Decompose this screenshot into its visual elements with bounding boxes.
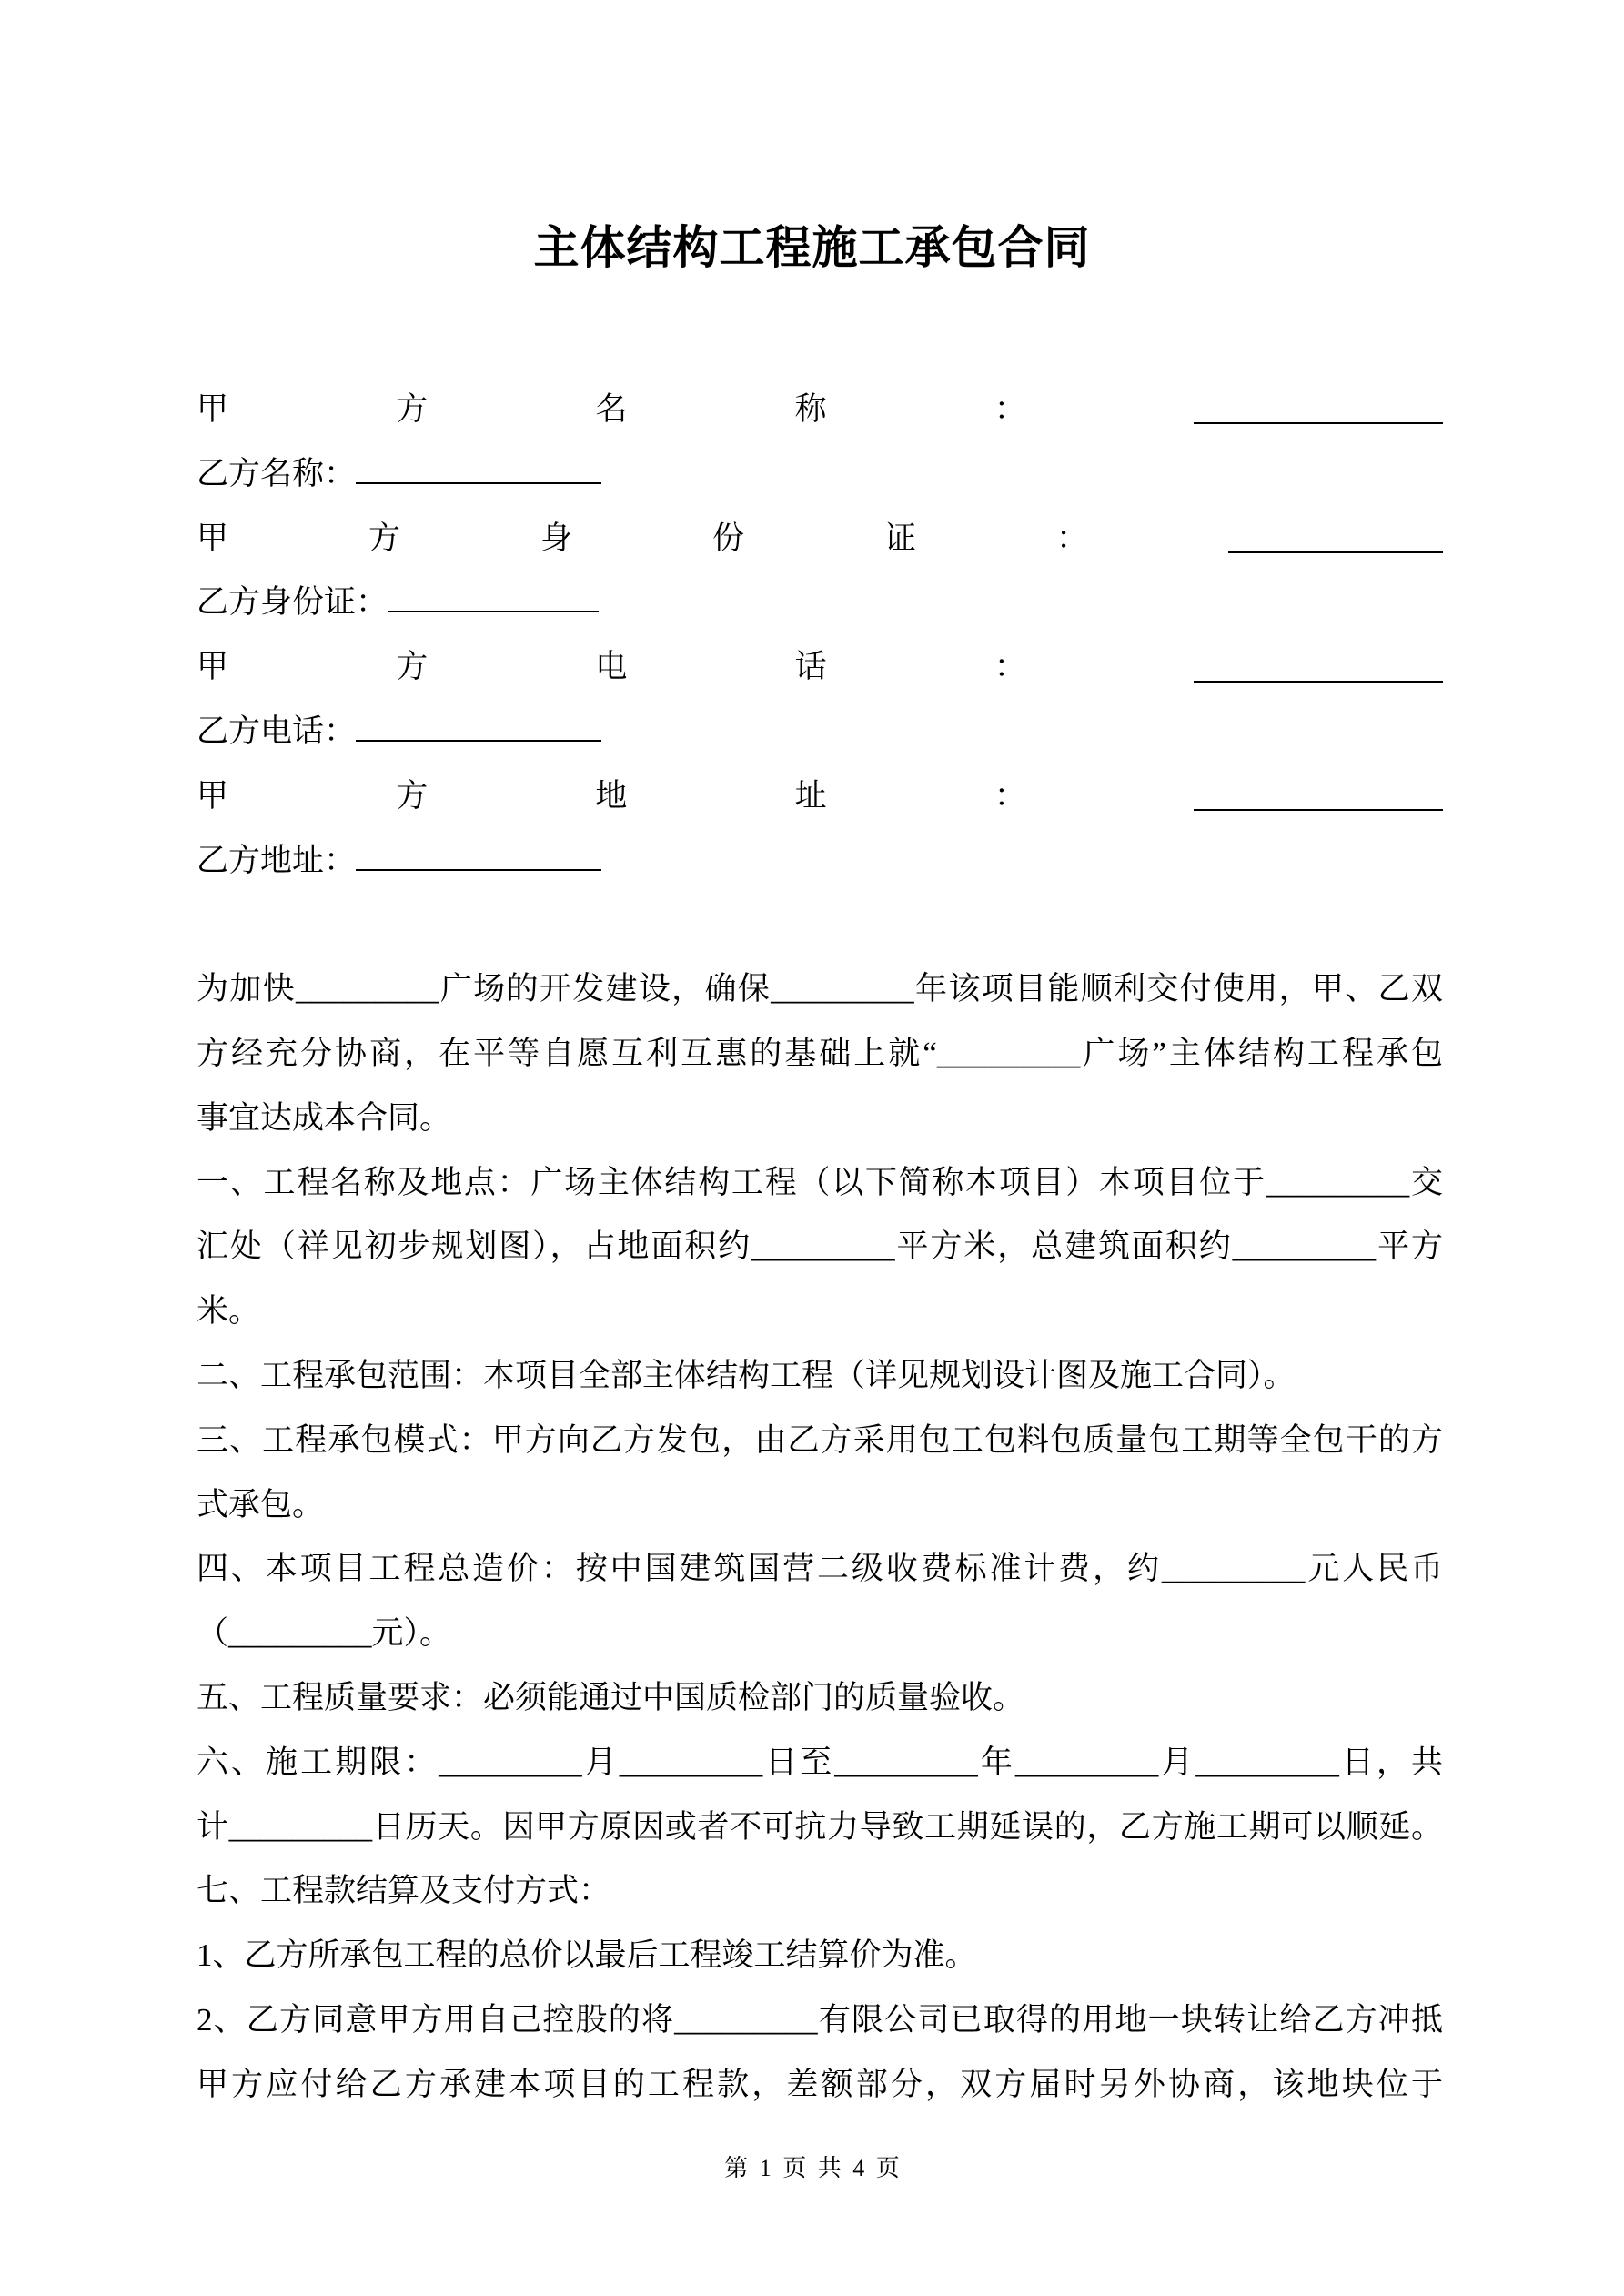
- contract-body: [197, 378, 1443, 2118]
- spacer: [197, 893, 1443, 957]
- clause-line: 事宜达成本合同。: [197, 1099, 452, 1136]
- label-char: ：: [994, 649, 1026, 685]
- label-char: 甲: [197, 649, 229, 685]
- clause-line: 七、工程款结算及支付方式：: [197, 1873, 611, 1909]
- label-char: 方: [396, 649, 429, 685]
- label-char: 甲: [197, 520, 229, 556]
- label-char: ：: [1056, 520, 1089, 556]
- party-b-address-label: 乙方地址：: [197, 842, 357, 878]
- label-char: 方: [368, 520, 401, 556]
- clause-line: 四、本项目工程总造价：按中国建筑国营二级收费标准计费，约_________元人民币: [197, 1551, 1443, 1587]
- label-char: 甲: [197, 777, 229, 814]
- clause-line: 式承包。: [197, 1486, 325, 1522]
- clause-line: 汇处（祥见初步规划图），占地面积约_________平方米，总建筑面积约_________平方: [197, 1229, 1443, 1265]
- document-title: 主体结构工程施工承包合同: [533, 222, 1091, 273]
- clause-line: 1、乙方所承包工程的总价以最后工程竣工结算价为准。: [197, 1937, 977, 1974]
- page-footer: 第 1 页 共 4 页: [724, 2155, 900, 2181]
- label-char: 地: [595, 777, 628, 814]
- clause-line: 甲方应付给乙方承建本项目的工程款，差额部分，双方届时另外协商，该地块位于: [197, 2066, 1443, 2102]
- party-a-address-row: [197, 764, 1443, 829]
- party-b-id-label: 乙方身份证：: [197, 584, 388, 621]
- party-a-phone-row: [197, 635, 1443, 700]
- party-a-name-row: [197, 378, 1443, 442]
- label-char: ：: [994, 391, 1026, 427]
- party-a-id-blank[interactable]: [1228, 524, 1443, 553]
- party-b-name-blank[interactable]: [356, 455, 601, 484]
- party-b-phone-label: 乙方电话：: [197, 713, 357, 749]
- party-b-phone-blank[interactable]: [356, 713, 601, 742]
- party-b-address-blank[interactable]: [356, 842, 601, 871]
- clause-line: 计_________日历天。因甲方原因或者不可抗力导致工期延误的，乙方施工期可以顺延。: [197, 1808, 1443, 1845]
- clause-line: 2、乙方同意甲方用自己控股的将_________有限公司已取得的用地一块转让给乙方冲抵: [197, 2001, 1443, 2038]
- clause-line: 六、施工期限：_________月_________日至_________年_________月_________日，共: [197, 1744, 1443, 1780]
- label-char: 电: [595, 649, 628, 685]
- clause-line: 五、工程质量要求：必须能通过中国质检部门的质量验收。: [197, 1679, 1025, 1715]
- party-b-name-row: [197, 442, 1443, 507]
- party-b-id-blank[interactable]: [388, 583, 599, 612]
- party-b-id-row: [197, 571, 1443, 635]
- label-char: 话: [794, 649, 827, 685]
- party-b-name-label: 乙方名称：: [197, 455, 357, 491]
- clause-line: 二、工程承包范围：本项目全部主体结构工程（详见规划设计图及施工合同）。: [197, 1357, 1296, 1393]
- clause-line: 为加快_________广场的开发建设，确保_________年该项目能顺利交付使用，甲、乙双: [197, 971, 1443, 1007]
- label-char: 甲: [197, 391, 229, 427]
- party-b-address-row: [197, 829, 1443, 894]
- label-char: 址: [794, 777, 827, 814]
- party-a-address-blank[interactable]: [1194, 782, 1443, 811]
- label-char: ：: [994, 777, 1026, 814]
- contract-clauses: [197, 957, 1443, 2117]
- clause-line: 米。: [197, 1293, 261, 1330]
- party-a-phone-blank[interactable]: [1194, 653, 1443, 683]
- label-char: 名: [595, 391, 628, 427]
- clause-line: （_________元）。: [197, 1615, 452, 1652]
- label-char: 称: [794, 391, 827, 427]
- clause-line: 方经充分协商，在平等自愿互利互惠的基础上就“_________广场”主体结构工程承包: [197, 1035, 1443, 1071]
- clause-line: 三、工程承包模式：甲方向乙方发包，由乙方采用包工包料包质量包工期等全包干的方: [197, 1421, 1443, 1458]
- label-char: 份: [712, 520, 745, 556]
- label-char: 证: [884, 520, 917, 556]
- party-a-name-blank[interactable]: [1194, 395, 1443, 424]
- clause-line: 一、工程名称及地点：广场主体结构工程（以下简称本项目）本项目位于_________交: [197, 1164, 1443, 1200]
- label-char: 方: [396, 391, 429, 427]
- party-b-phone-row: [197, 700, 1443, 764]
- label-char: 身: [540, 520, 573, 556]
- party-a-id-row: [197, 507, 1443, 571]
- label-char: 方: [396, 777, 429, 814]
